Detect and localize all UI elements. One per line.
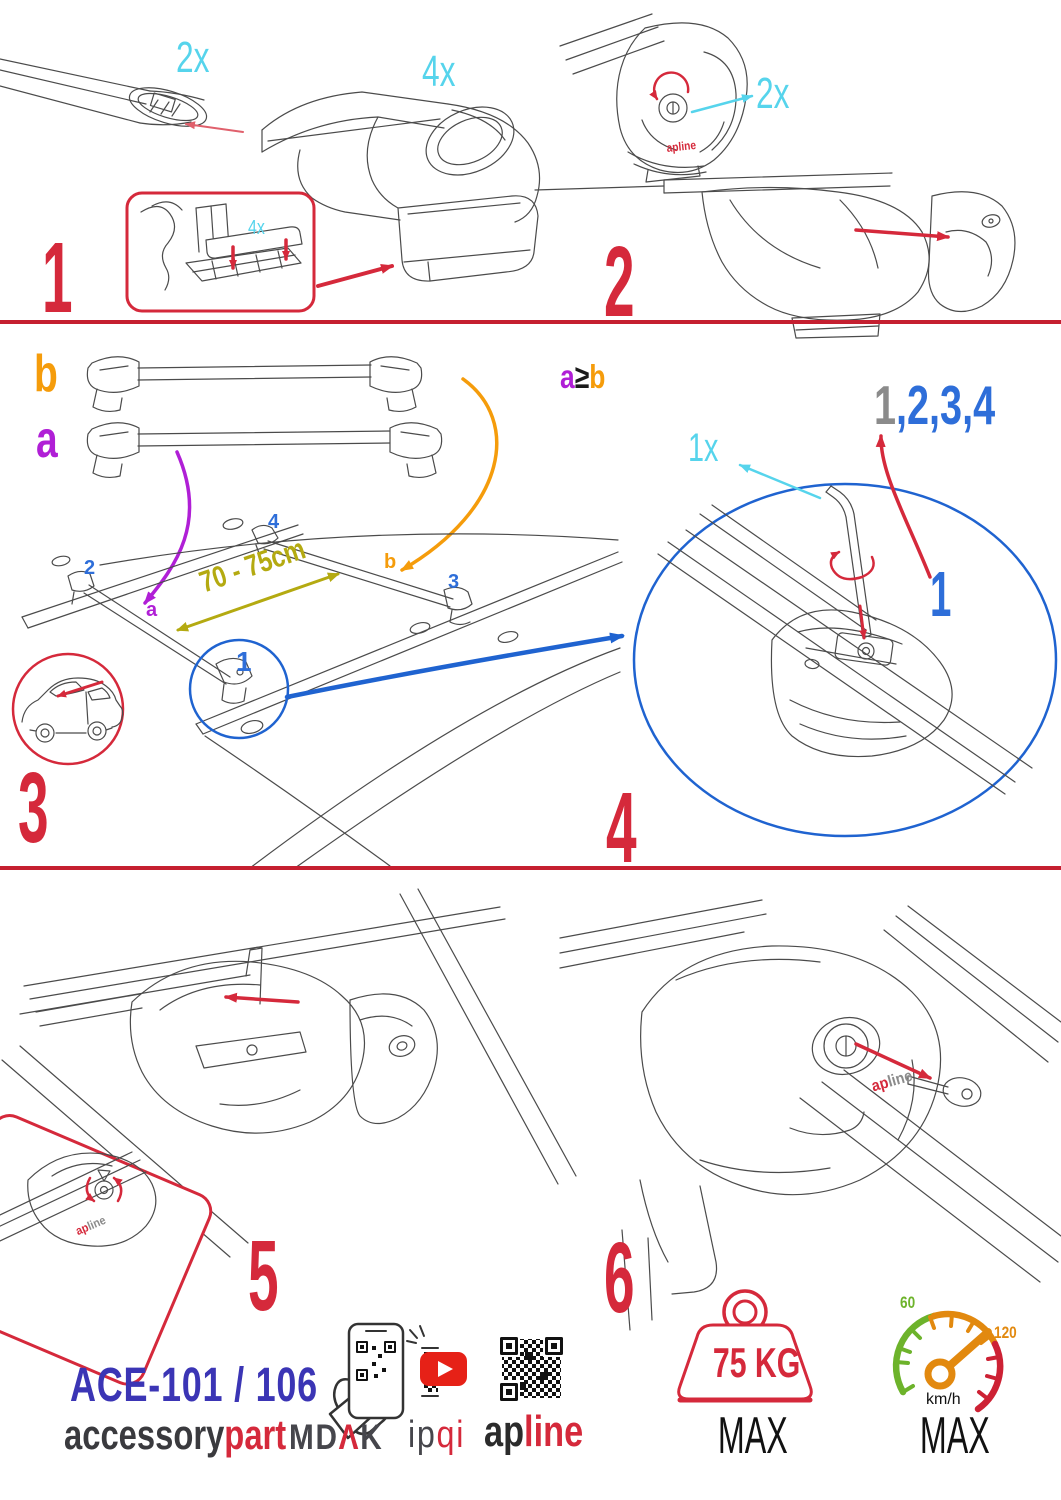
mdak-a: Λ [338,1418,361,1457]
max-weight-value: 75 KG [712,1339,801,1386]
qr-code-icon [500,1337,563,1400]
step5-brand-line: line [85,1212,108,1234]
ipqi-ip: ip [408,1414,437,1456]
rule-b: b [589,358,606,395]
bar-b-label: b [34,345,58,403]
step1-bar-qty-label: 2x [176,33,210,82]
step2-lock-qty-label: 2x [756,69,790,118]
rule-operator: ≥ [574,358,590,395]
step4-number: 4 [606,772,637,884]
step2-number: 2 [604,226,635,338]
brand-part: part [224,1411,287,1458]
model-number: ACE-101 / 106 [70,1359,318,1412]
step6-number: 6 [604,1222,635,1334]
roof-pos-a: a [146,599,158,621]
speed-120-label: 120 [994,1323,1017,1342]
step4-pos-1: 1 [930,558,952,630]
step1-pad-inset [127,193,314,311]
step6-brand-ap: ap [869,1074,891,1096]
ipqi-qi: qi [436,1414,466,1456]
apline-line: line [524,1407,584,1456]
mdak-k: K [360,1418,384,1457]
roof-pos-4: 4 [268,511,280,533]
roof-pos-3: 3 [448,571,460,593]
bar-a-label: a [36,411,58,469]
step1-number: 1 [42,222,73,334]
roof-pos-1: 1 [236,646,252,677]
apline-logo [484,1407,584,1456]
step5-brand-ap: ap [73,1220,91,1238]
youtube-icon [420,1352,467,1386]
step4-key-qty-label: 1x [688,426,719,470]
section-divider-1 [0,320,1061,324]
sequence-rest: ,2,3,4 [896,374,996,436]
apline-ap: ap [484,1407,525,1456]
step3-arrow-b [402,379,497,570]
section-divider-2 [0,866,1061,870]
step4-zoom-ellipse [634,484,1056,836]
rule-a: a [560,358,575,395]
brand-accessory: accessory [64,1411,225,1458]
mdak-logo [289,1420,383,1455]
step1-pad-qty-label: 4x [248,217,265,239]
step2-foot-brand: apline [665,137,697,155]
mdak-md: MD [289,1418,339,1457]
step3-crossbar-a-drawing [87,423,441,478]
step2-lock-qty-arrow [692,96,752,112]
step3-car-inset [13,654,123,764]
speed-60-label: 60 [900,1293,916,1312]
distance-label: 70 - 75cm [195,532,310,600]
roof-pos-b: b [384,551,397,573]
step1-foot-qty-label: 4x [422,47,456,96]
step6-brand-line: line [885,1067,915,1091]
step1-insert-arrow [186,124,243,132]
max-speed-label: MAX [919,1407,990,1465]
tighten-sequence [874,374,996,436]
step3-crossbar-b-drawing [87,357,421,412]
sequence-first: 1 [874,374,897,436]
ipqi-logo [408,1416,465,1454]
max-weight-label: MAX [717,1407,788,1465]
step2-foot-lock-drawing [560,14,747,182]
rule-a-ge-b [560,360,605,393]
step1-pad-to-foot-arrow [318,266,392,286]
roof-pos-2: 2 [84,557,96,579]
step3-number: 3 [18,752,49,864]
speed-unit-label: km/h [926,1391,961,1408]
step4-sequence-arrow [881,436,930,577]
step5-number: 5 [248,1220,279,1332]
accessorypart-logo [64,1411,287,1458]
